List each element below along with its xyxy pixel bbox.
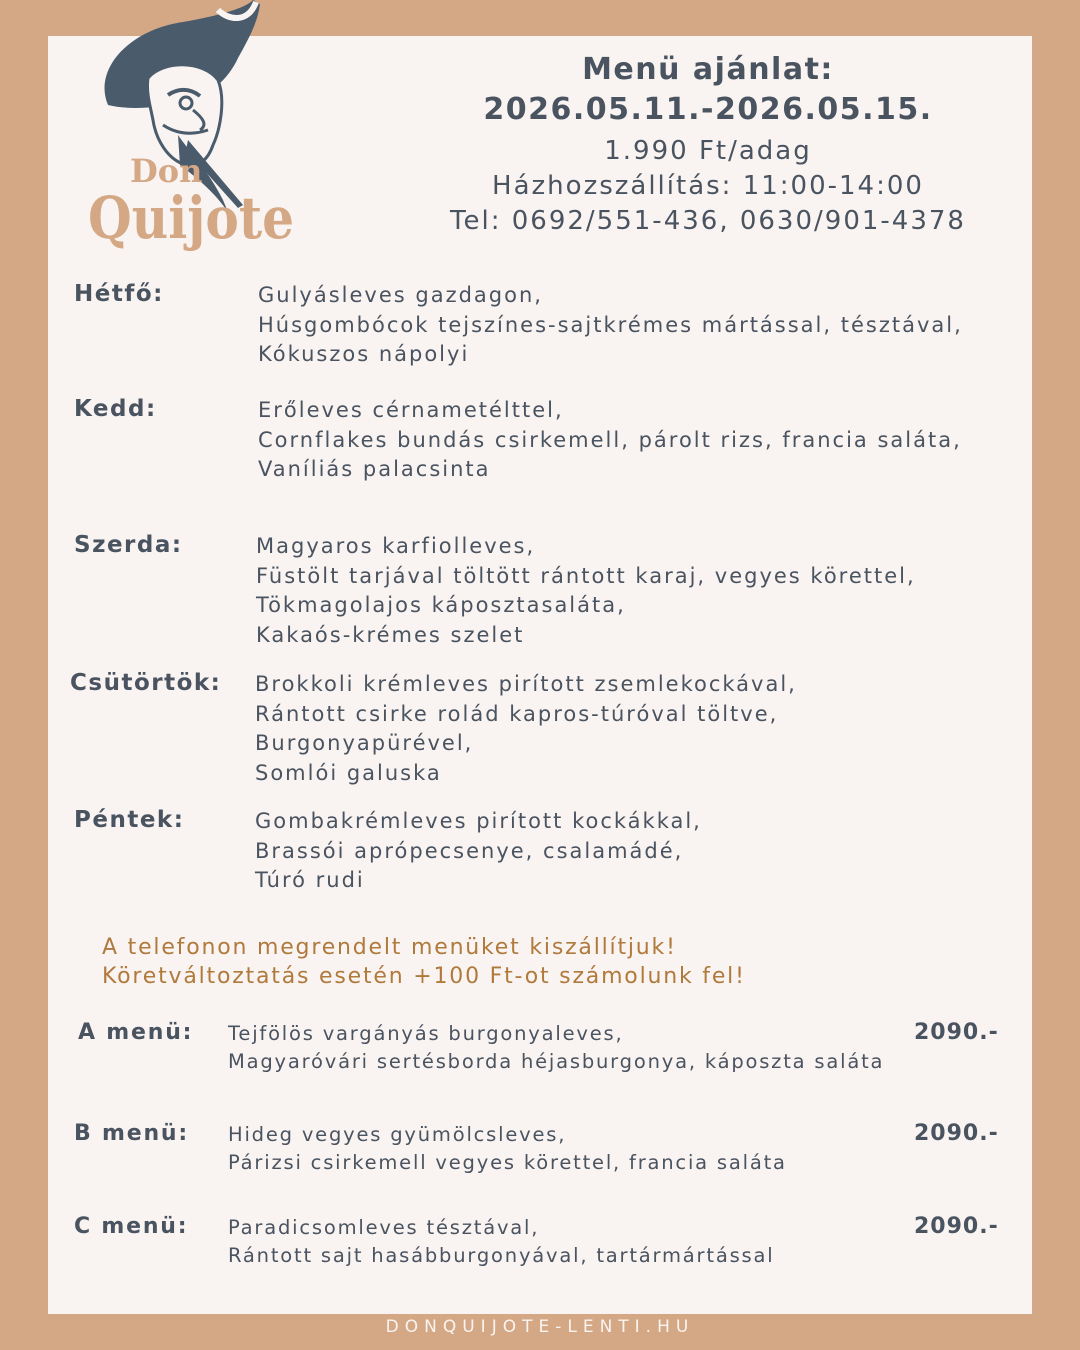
- dish: Kókuszos nápolyi: [258, 342, 470, 366]
- don-quijote-logo: [68, 0, 294, 280]
- day-name: Hétfő:: [74, 281, 164, 307]
- day-dishes: [255, 670, 797, 788]
- menu-price: 2090.-: [914, 1121, 999, 1146]
- menu-name: C menü:: [74, 1214, 189, 1239]
- menu-name: B menü:: [74, 1121, 189, 1146]
- dish: Erőleves cérnametélttel,: [258, 398, 564, 422]
- menu-price: 2090.-: [914, 1214, 999, 1239]
- menu-card: [48, 36, 1032, 1314]
- dish: Hideg vegyes gyümölcsleves,: [228, 1123, 567, 1146]
- day-name: Szerda:: [74, 532, 183, 558]
- dish: Magyaróvári sertésborda héjasburgonya, káposzta saláta: [228, 1049, 885, 1073]
- dish: Brassói aprópecsenye, csalamádé,: [255, 838, 684, 863]
- dish: Füstölt tarjával töltött rántott karaj, vegyes körettel,: [256, 563, 916, 588]
- menu-header: [438, 50, 978, 239]
- menu-name: A menü:: [78, 1020, 194, 1045]
- note-line: Köretváltoztatás esetén +100 Ft-ot számolunk fel!: [102, 964, 746, 989]
- dish: Gulyásleves gazdagon,: [258, 283, 543, 307]
- dish: Tejfölös vargányás burgonyaleves,: [228, 1022, 624, 1045]
- delivery-hours: Házhozszállítás: 11:00-14:00: [492, 171, 924, 201]
- dish: Húsgombócok tejszínes-sajtkrémes mártással, tésztával,: [258, 312, 963, 337]
- menu-price: 2090.-: [914, 1020, 999, 1045]
- dish: Brokkoli krémleves pirított zsemlekockával,: [255, 672, 797, 696]
- svg-text:Don: Don: [130, 152, 203, 190]
- menu-dishes: [228, 1121, 787, 1176]
- svg-text:Quijote: Quijote: [88, 184, 294, 252]
- dish: Rántott csirke rolád kapros-túróval töltve,: [255, 701, 779, 726]
- menu-title: Menü ajánlat:: [582, 52, 834, 87]
- day-name: Kedd:: [74, 396, 157, 422]
- dish: Párizsi csirkemell vegyes körettel, francia saláta: [228, 1150, 787, 1174]
- dish: Kakaós-krémes szelet: [256, 622, 525, 647]
- dish: Magyaros karfiolleves,: [256, 534, 536, 558]
- phone-numbers: Tel: 0692/551-436, 0630/901-4378: [450, 206, 966, 236]
- menu-dishes: [228, 1214, 774, 1269]
- dish: Tökmagolajos káposztasaláta,: [256, 593, 626, 617]
- dish: Gombakrémleves pirított kockákkal,: [255, 809, 702, 833]
- delivery-note: [102, 933, 746, 991]
- website-link[interactable]: DONQUIJOTE-LENTI.HU: [385, 1317, 695, 1337]
- day-name: Péntek:: [74, 807, 185, 833]
- dish: Túró rudi: [255, 868, 365, 892]
- menu-dishes: [228, 1020, 884, 1075]
- dish: Paradicsomleves tésztával,: [228, 1216, 540, 1239]
- day-dishes: [258, 281, 963, 370]
- menu-date-range: 2026.05.11.-2026.05.15.: [483, 92, 933, 127]
- note-line: A telefonon megrendelt menüket kiszállítjuk!: [102, 935, 677, 960]
- dish: Vaníliás palacsinta: [258, 457, 491, 481]
- dish: Rántott sajt hasábburgonyával, tartármártással: [228, 1243, 775, 1267]
- day-name: Csütörtök:: [70, 670, 222, 696]
- day-dishes: [256, 532, 916, 650]
- dish: Cornflakes bundás csirkemell, párolt rizs, francia saláta,: [258, 427, 962, 452]
- dish: Burgonyapürével,: [255, 731, 474, 755]
- dish: Somlói galuska: [255, 760, 442, 785]
- day-dishes: [258, 396, 962, 485]
- portion-price: 1.990 Ft/adag: [604, 136, 812, 166]
- day-dishes: [255, 807, 702, 896]
